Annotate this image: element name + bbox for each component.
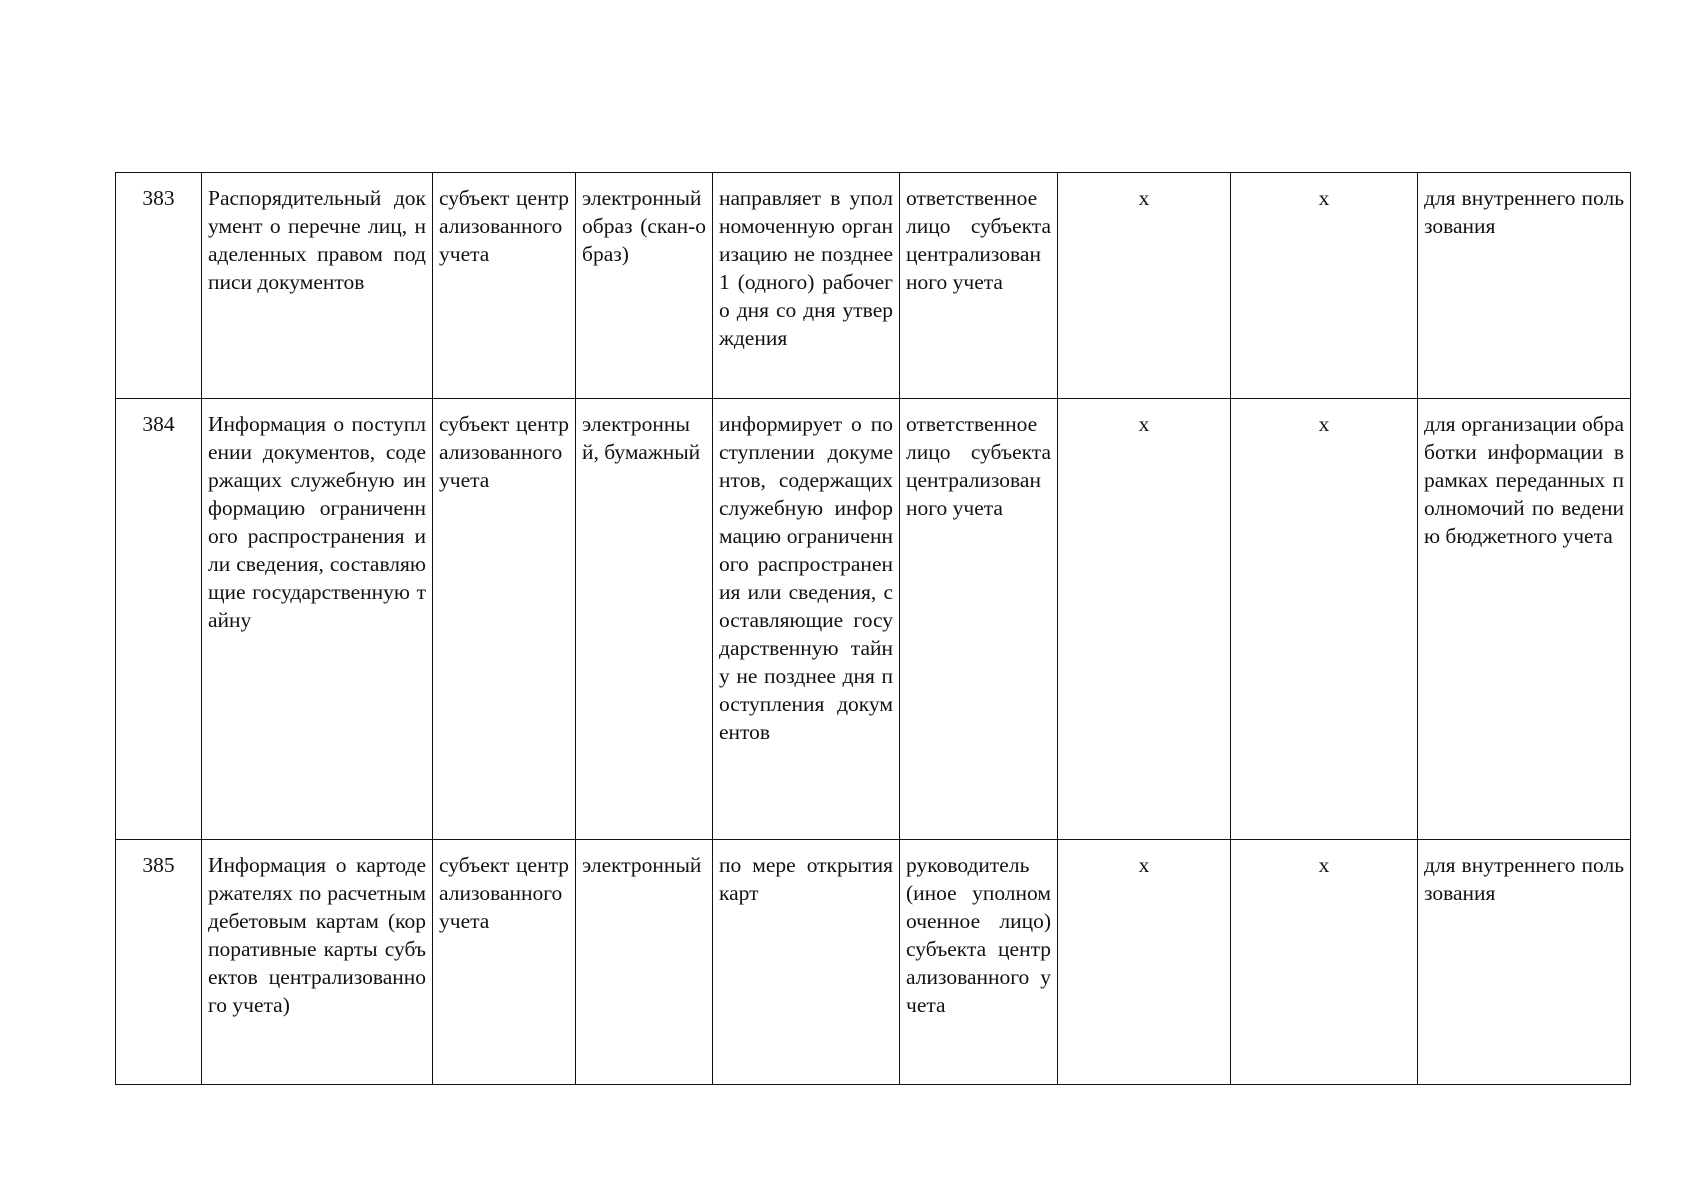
document-purpose: для организации обработки информации в рамках переданных полномочий по ведению бюджетного учета (1418, 399, 1631, 840)
document-form: электронный (576, 840, 713, 1085)
document-subject: субъект централизованного учета (433, 173, 576, 399)
responsible-person: ответственное лицо субъекта централизованного учета (900, 399, 1058, 840)
document-name: Распорядительный документ о перечне лиц, наделенных правом подписи документов (202, 173, 433, 399)
responsible-person: руководитель (иное уполномоченное лицо) субъекта централизованного учета (900, 840, 1058, 1085)
row-number: 383 (116, 173, 202, 399)
document-form: электронный, бумажный (576, 399, 713, 840)
column-8-value: x (1231, 173, 1418, 399)
document-purpose: для внутреннего пользования (1418, 173, 1631, 399)
responsible-person: ответственное лицо субъекта централизованного учета (900, 173, 1058, 399)
document-purpose: для внутреннего пользования (1418, 840, 1631, 1085)
column-7-value: x (1058, 840, 1231, 1085)
register-table (115, 172, 1631, 1085)
row-number: 384 (116, 399, 202, 840)
table-row (116, 173, 1631, 399)
column-8-value: x (1231, 399, 1418, 840)
document-subject: субъект централизованного учета (433, 840, 576, 1085)
table-row (116, 399, 1631, 840)
document-subject: субъект централизованного учета (433, 399, 576, 840)
table-row (116, 840, 1631, 1085)
document-name: Информация о картодержателях по расчетным дебетовым картам (корпоративные карты субъектов централизованного учета) (202, 840, 433, 1085)
document-form: электронный образ (скан-образ) (576, 173, 713, 399)
row-number: 385 (116, 840, 202, 1085)
column-7-value: x (1058, 173, 1231, 399)
submission-term: направляет в уполномоченную организацию не позднее 1 (одного) рабочего дня со дня утверждения (713, 173, 900, 399)
column-7-value: x (1058, 399, 1231, 840)
submission-term: по мере открытия карт (713, 840, 900, 1085)
column-8-value: x (1231, 840, 1418, 1085)
document-name: Информация о поступлении документов, содержащих служебную информацию ограниченного распространения или сведения, составляющие государственную тайну (202, 399, 433, 840)
submission-term: информирует о поступлении документов, содержащих служебную информацию ограниченного распространения или сведения, составляющие государственную тайну не позднее дня поступления документов (713, 399, 900, 840)
